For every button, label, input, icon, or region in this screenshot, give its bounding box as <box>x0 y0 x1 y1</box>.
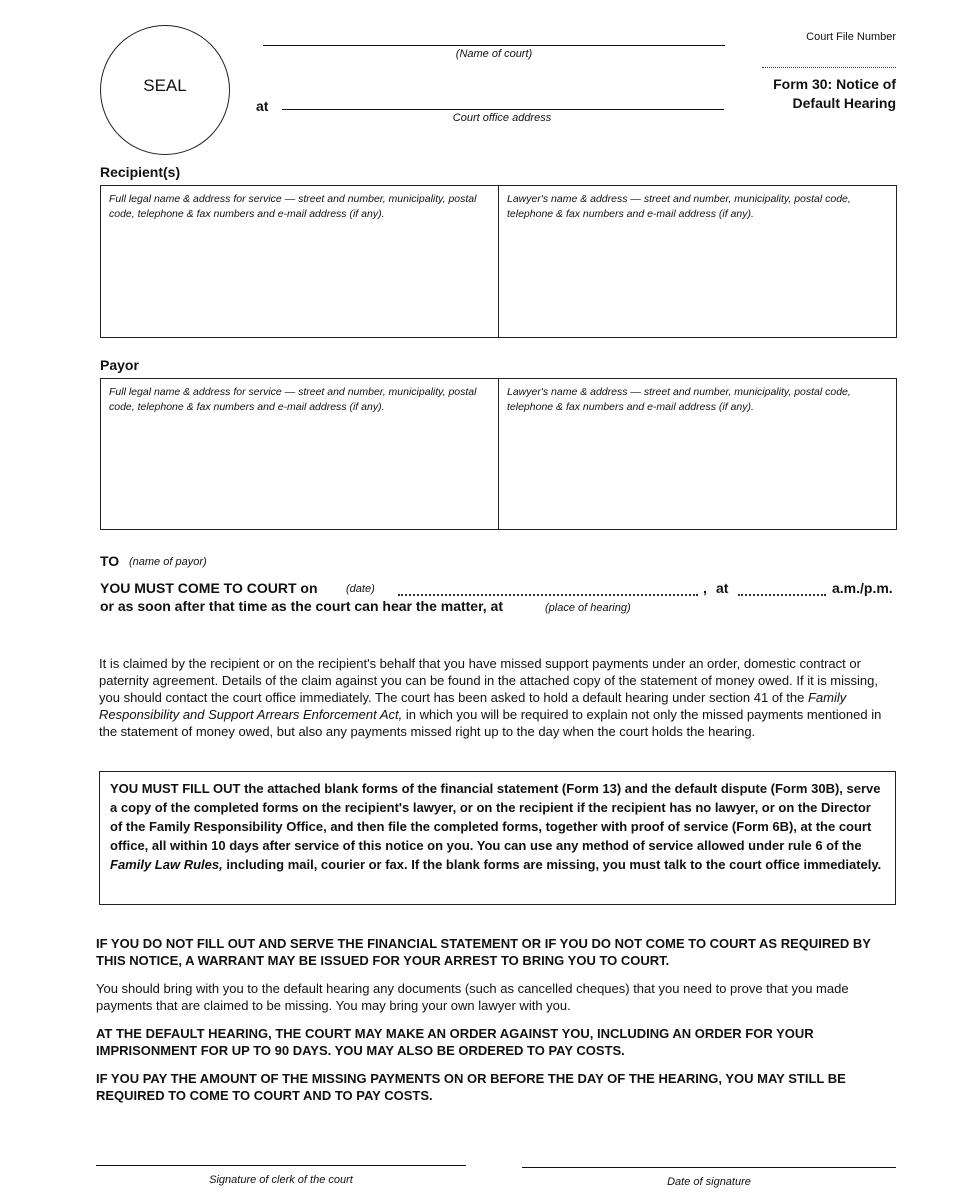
date-caption: (date) <box>346 583 375 595</box>
recipient-lawyer-caption: Lawyer's name & address — street and number, municipality, postal code, telephone & fax numbers and e-mail address (if any). <box>507 193 851 220</box>
payor-box <box>100 378 897 530</box>
to-caption: (name of payor) <box>129 556 207 568</box>
imprisonment-warning: AT THE DEFAULT HEARING, THE COURT MAY MAKE AN ORDER AGAINST YOU, INCLUDING AN ORDER FOR YOUR IMPRISONMENT FOR UP TO 90 DAYS. YOU MAY ALSO BE ORDERED TO PAY COSTS. <box>96 1026 814 1058</box>
pay-costs-warning: IF YOU PAY THE AMOUNT OF THE MISSING PAYMENTS ON OR BEFORE THE DAY OF THE HEARING, YOU MAY STILL BE REQUIRED TO COME TO COURT AND TO PAY COSTS. <box>96 1071 846 1103</box>
recipient-party-caption: Full legal name & address for service — street and number, municipality, postal code, telephone & fax numbers and e-mail address (if any). <box>109 193 477 220</box>
payor-party-caption: Full legal name & address for service — street and number, municipality, postal code, telephone & fax numbers and e-mail address (if any). <box>109 386 477 413</box>
signature-caption: Signature of clerk of the court <box>209 1174 353 1186</box>
date-field[interactable] <box>398 594 698 596</box>
payor-label: Payor <box>100 357 139 373</box>
claim-act-name: Family Responsibility and Support Arrears Enforcement Act, <box>99 690 847 722</box>
must-come-text: YOU MUST COME TO COURT on <box>100 580 318 596</box>
name-of-court-caption: (Name of court) <box>455 48 533 60</box>
date-of-signature-line[interactable] <box>522 1167 896 1168</box>
court-office-address-line[interactable] <box>282 109 724 110</box>
ampm-label: a.m./p.m. <box>832 580 893 596</box>
form-title-line2: Default Hearing <box>792 95 896 111</box>
recipient-party-field[interactable] <box>101 186 498 337</box>
place-caption: (place of hearing) <box>545 602 631 614</box>
payor-lawyer-field[interactable] <box>498 379 896 529</box>
recipients-box <box>100 185 897 338</box>
form-title-line1: Form 30: Notice of <box>773 76 896 92</box>
to-label: TO <box>100 553 120 569</box>
box-text-a: YOU MUST FILL OUT the attached blank forms of the financial statement (Form 13) and the default dispute (Form 30B), serve a copy of the completed forms on the recipient's lawyer, or on the recipient if the recipient has no lawyer, or on the Director of the Family Responsibility Office, and then file the completed forms, together with proof of service (Form 6B), at the court office, all within 10 days after service of this notice on you. You can use any method of service allowed under rule 6 of the <box>110 781 881 853</box>
court-file-number-label: Court File Number <box>806 31 896 43</box>
seal-circle <box>100 25 230 155</box>
name-of-court-line[interactable] <box>263 45 725 46</box>
time-at-label: at <box>716 580 729 596</box>
claim-paragraph <box>99 655 899 740</box>
must-fill-notice-box <box>99 771 896 905</box>
bring-documents-text: You should bring with you to the default hearing any documents (such as cancelled cheques) that you need to prove that you made payments that are claimed to be missing. You may bring your own lawyer with you. <box>96 981 849 1013</box>
claim-text-a: It is claimed by the recipient or on the recipient's behalf that you have missed support payments under an order, domestic contract or paternity agreement. Details of the claim against you can be found in the attached copy of the statement of money owed. If it is missing, you should contact the court office immediately. The court has been asked to hold a default hearing under section 41 of the <box>99 656 878 705</box>
claim-text-b: in which you will be required to explain not only the missed payments mentioned in the statement of money owed, but also any payments missed right up to the day when the court holds the hearing. <box>99 707 882 739</box>
soon-after-text: or as soon after that time as the court can hear the matter, at <box>100 598 503 614</box>
date-of-signature-caption: Date of signature <box>667 1176 751 1188</box>
court-file-number-field[interactable] <box>762 67 896 68</box>
court-office-address-caption: Court office address <box>452 112 552 124</box>
comma-sep: , <box>703 580 707 596</box>
time-field[interactable] <box>738 594 826 596</box>
payor-party-field[interactable] <box>101 379 498 529</box>
at-label: at <box>256 98 269 114</box>
payor-lawyer-caption: Lawyer's name & address — street and number, municipality, postal code, telephone & fax numbers and e-mail address (if any). <box>507 386 851 413</box>
recipient-lawyer-field[interactable] <box>498 186 896 337</box>
recipients-label: Recipient(s) <box>100 164 181 180</box>
signature-line[interactable] <box>96 1165 466 1166</box>
seal-label: SEAL <box>143 76 187 95</box>
box-text-b: including mail, courier or fax. If the blank forms are missing, you must talk to the court office immediately. <box>222 857 882 872</box>
warrant-warning: IF YOU DO NOT FILL OUT AND SERVE THE FINANCIAL STATEMENT OR IF YOU DO NOT COME TO COURT AS REQUIRED BY THIS NOTICE, A WARRANT MAY BE ISSUED FOR YOUR ARREST TO BRING YOU TO COURT. <box>96 936 871 968</box>
box-rules-name: Family Law Rules, <box>110 857 223 872</box>
